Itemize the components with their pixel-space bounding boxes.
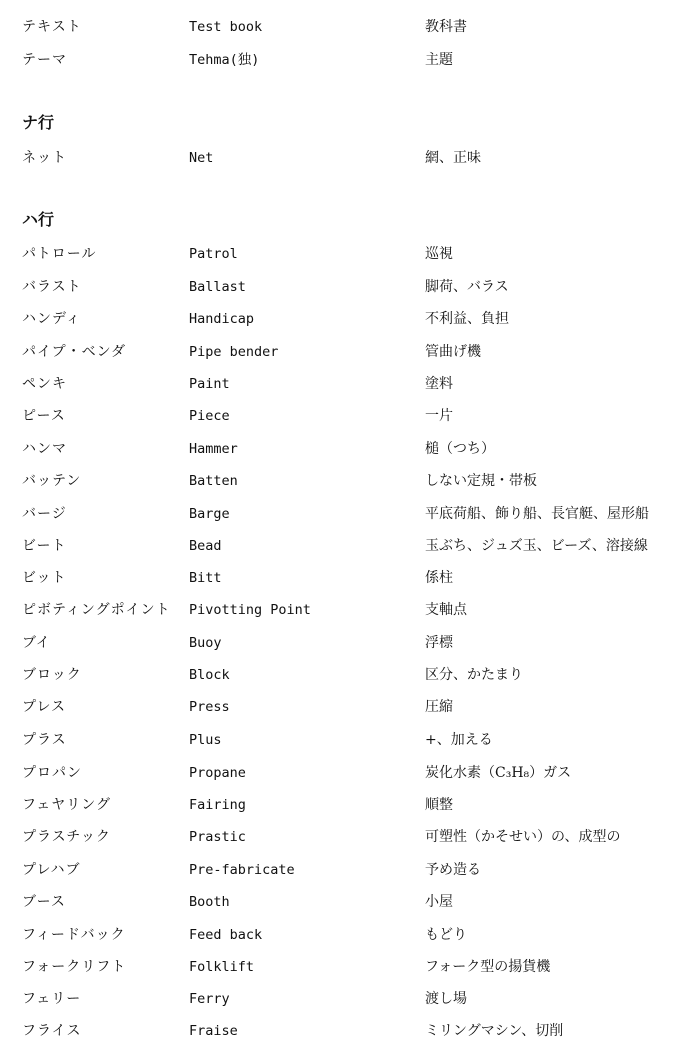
katakana-term: テーマ <box>22 52 67 68</box>
glossary-row <box>0 147 690 169</box>
katakana-term: ビット <box>22 570 67 586</box>
japanese-meaning: 教科書 <box>425 19 467 35</box>
katakana-term: プレス <box>22 699 67 715</box>
katakana-term: プロパン <box>22 765 82 781</box>
japanese-meaning: 脚荷、バラス <box>425 279 509 295</box>
english-term: Piece <box>189 408 230 424</box>
katakana-term: ハンマ <box>22 441 67 457</box>
glossary-row <box>0 859 690 881</box>
english-term: Tehma(独) <box>189 52 260 68</box>
glossary-row <box>0 276 690 298</box>
glossary-row <box>0 956 690 978</box>
glossary-row <box>0 891 690 913</box>
glossary-row <box>0 729 690 751</box>
glossary-row <box>0 243 690 265</box>
glossary-row <box>0 49 690 71</box>
japanese-meaning: もどり <box>425 927 467 943</box>
katakana-term: テキスト <box>22 19 82 35</box>
japanese-meaning: 平底荷船、飾り船、長官艇、屋形船 <box>425 506 649 522</box>
english-term: Net <box>189 150 214 166</box>
japanese-meaning: しない定規・帯板 <box>425 473 537 489</box>
katakana-term: フェリー <box>22 991 82 1007</box>
katakana-term: フォークリフト <box>22 959 127 975</box>
glossary-row <box>0 599 690 621</box>
katakana-term: ハンディ <box>22 311 81 327</box>
section-heading-ha: ハ行 <box>22 210 55 229</box>
japanese-meaning: 炭化水素（C₃H₈）ガス <box>425 765 572 781</box>
japanese-meaning: フォーク型の揚貨機 <box>425 959 551 975</box>
katakana-term: ブロック <box>22 667 82 683</box>
english-term: Fairing <box>189 797 246 813</box>
japanese-meaning: 主題 <box>425 52 453 68</box>
katakana-term: プレハブ <box>22 862 81 878</box>
japanese-meaning: 支軸点 <box>425 602 467 618</box>
glossary-row <box>0 373 690 395</box>
english-term: Propane <box>189 765 246 781</box>
english-term: Prastic <box>189 829 246 845</box>
katakana-term: ブース <box>22 894 66 910</box>
katakana-term: バラスト <box>22 279 82 295</box>
english-term: Pipe bender <box>189 344 279 360</box>
japanese-meaning: 浮標 <box>425 635 453 651</box>
english-term: Paint <box>189 376 230 392</box>
glossary-row <box>0 470 690 492</box>
english-term: Batten <box>189 473 238 489</box>
english-term: Booth <box>189 894 230 910</box>
katakana-term: ペンキ <box>22 376 67 392</box>
english-term: Fraise <box>189 1023 238 1039</box>
japanese-meaning: 網、正味 <box>425 150 481 166</box>
katakana-term: プラスチック <box>22 829 111 845</box>
glossary-row <box>0 341 690 363</box>
english-term: Hammer <box>189 441 238 457</box>
glossary-row <box>0 762 690 784</box>
english-term: Buoy <box>189 635 222 651</box>
glossary-row <box>0 1020 690 1042</box>
katakana-term: バージ <box>22 506 67 522</box>
japanese-meaning: 渡し場 <box>425 991 467 1007</box>
katakana-term: フィードバック <box>22 927 126 943</box>
glossary-row <box>0 826 690 848</box>
glossary-row <box>0 924 690 946</box>
glossary-row <box>0 308 690 330</box>
japanese-meaning: 可塑性（かそせい）の、成型の <box>425 829 621 845</box>
glossary-row <box>0 438 690 460</box>
japanese-meaning: 不利益、負担 <box>425 311 509 327</box>
japanese-meaning: 一片 <box>425 408 453 424</box>
english-term: Bitt <box>189 570 222 586</box>
japanese-meaning: +、加える <box>425 732 493 748</box>
glossary-row <box>0 405 690 427</box>
english-term: Pre-fabricate <box>189 862 295 878</box>
japanese-meaning: 係柱 <box>425 570 453 586</box>
english-term: Ferry <box>189 991 230 1007</box>
english-term: Patrol <box>189 246 238 262</box>
glossary-row <box>0 503 690 525</box>
section-heading-na: ナ行 <box>22 113 55 132</box>
glossary-row <box>0 567 690 589</box>
english-term: Barge <box>189 506 230 522</box>
katakana-term: ピース <box>22 408 66 424</box>
japanese-meaning: 区分、かたまり <box>425 667 523 683</box>
english-term: Press <box>189 699 230 715</box>
katakana-term: ビート <box>22 538 67 554</box>
english-term: Pivotting Point <box>189 602 311 618</box>
glossary-row <box>0 696 690 718</box>
glossary-row <box>0 794 690 816</box>
glossary-row <box>0 16 690 38</box>
glossary-row <box>0 664 690 686</box>
katakana-term: パトロール <box>22 246 97 262</box>
katakana-term: ピボティングポイント <box>22 602 171 618</box>
japanese-meaning: 小屋 <box>425 894 453 910</box>
katakana-term: ブイ <box>22 635 51 651</box>
glossary-row <box>0 988 690 1010</box>
katakana-term: フェヤリング <box>22 797 112 813</box>
katakana-term: パイプ・ベンダ <box>22 344 127 360</box>
katakana-term: ネット <box>22 150 67 166</box>
english-term: Bead <box>189 538 222 554</box>
katakana-term: フライス <box>22 1023 82 1039</box>
english-term: Block <box>189 667 230 683</box>
english-term: Folklift <box>189 959 255 975</box>
english-term: Test book <box>189 19 263 35</box>
japanese-meaning: ミリングマシン、切削 <box>425 1023 564 1039</box>
japanese-meaning: 玉ぶち、ジュズ玉、ビーズ、溶接線 <box>425 538 648 554</box>
glossary-row <box>0 535 690 557</box>
english-term: Handicap <box>189 311 255 327</box>
japanese-meaning: 巡視 <box>425 246 453 262</box>
glossary-row <box>0 632 690 654</box>
japanese-meaning: 順整 <box>425 797 453 813</box>
japanese-meaning: 管曲げ機 <box>425 344 481 360</box>
katakana-term: バッテン <box>22 473 82 489</box>
katakana-term: プラス <box>22 732 67 748</box>
english-term: Ballast <box>189 279 246 295</box>
english-term: Feed back <box>189 927 263 943</box>
english-term: Plus <box>189 732 222 748</box>
japanese-meaning: 圧縮 <box>425 699 453 715</box>
japanese-meaning: 槌（つち） <box>425 441 495 457</box>
japanese-meaning: 予め造る <box>425 862 481 878</box>
japanese-meaning: 塗料 <box>425 376 453 392</box>
